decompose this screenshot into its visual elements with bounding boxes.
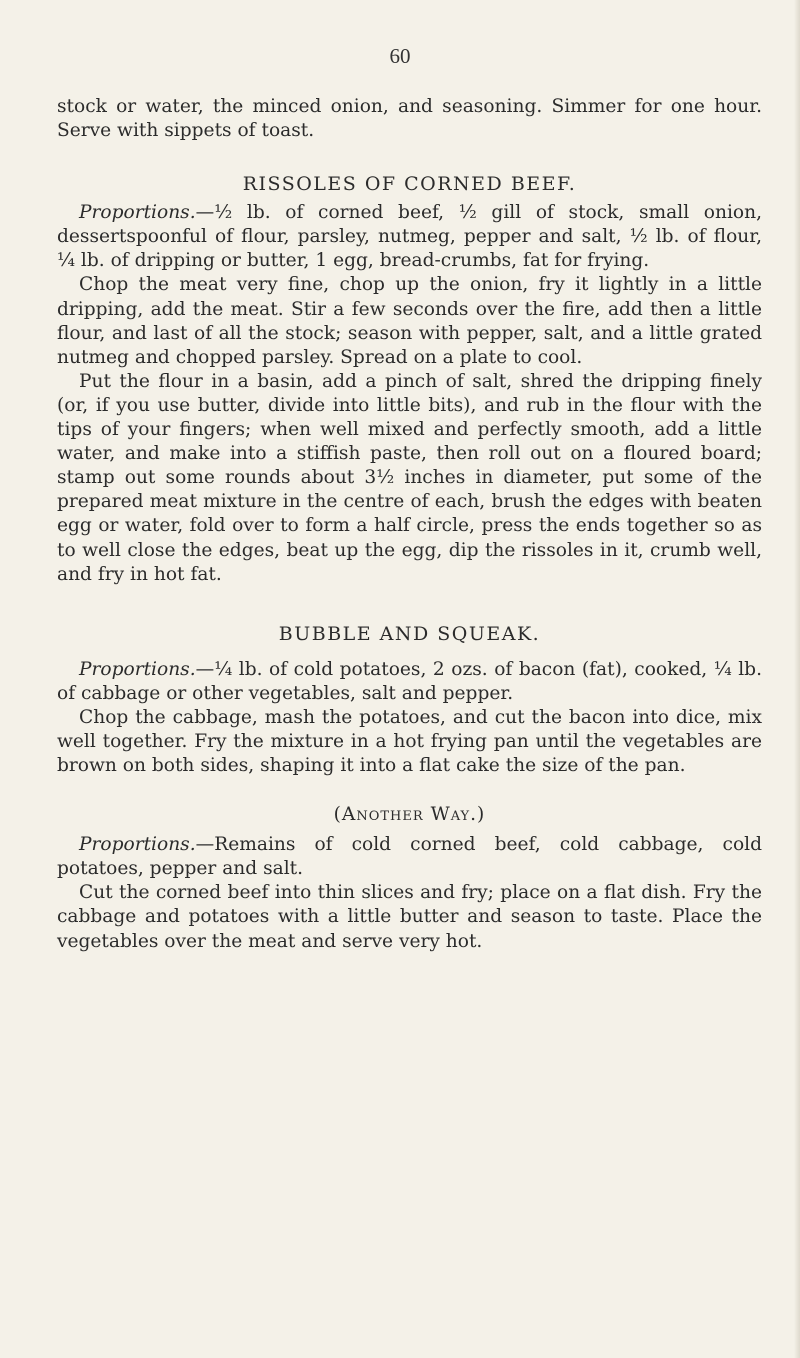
rissoles-proportions (57, 201, 762, 273)
another-way-paragraph-1: Cut the corned beef into thin slices and fry; place on a flat dish. Fry the cabbage and potatoes with a little butter and season to taste. Place the vegetables over the meat and serve very hot. (57, 882, 762, 952)
rissoles-title: RISSOLES OF CORNED BEEF. (242, 173, 577, 196)
rissoles-paragraph-1: Chop the meat very fine, chop up the onion, fry it lightly in a little dripping, add the meat. Stir a few seconds over the fire, add then a little flour, and last of all the stock; season with pepper, salt, and a little grated nutmeg and chopped parsley. Spread on a plate to cool. (57, 274, 762, 368)
bubble-title: BUBBLE AND SQUEAK. (278, 622, 541, 645)
another-way-proportions-text: —Remains of cold corned beef, cold cabbage, cold potatoes, pepper and salt. (57, 834, 762, 880)
intro-paragraph: stock or water, the minced onion, and seasoning. Simmer for one hour. Serve with sippets of toast. (57, 96, 762, 142)
rissoles-paragraph-2: Put the flour in a basin, add a pinch of salt, shred the dripping finely (or, if you use butter, divide into little bits), and rub in the flour with the tips of your fingers; when well mixed and perfectly smooth, add a little water, and make into a stiffish paste, then roll out on a floured board; stamp out some rounds about 3½ inches in diameter, put some of the prepared meat mixture in the centre of each, brush the edges with beaten egg or water, fold over to form a half circle, press the ends together so as to well close the edges, beat up the egg, dip the rissoles in it, crumb well, and fry in hot fat. (57, 370, 762, 585)
page-body (57, 95, 762, 954)
bubble-proportions (57, 658, 762, 706)
bubble-proportions-label: Proportions. (79, 658, 196, 680)
another-way-title: (Another Way.) (333, 804, 486, 826)
another-way-proportions (57, 833, 762, 881)
page-number: 60 (389, 44, 411, 68)
another-way-proportions-label: Proportions. (79, 834, 196, 856)
page-edge-shadow (794, 0, 800, 1358)
bubble-paragraph-1: Chop the cabbage, mash the potatoes, and cut the bacon into dice, mix well together. Fry the mixture in a hot frying pan until the vegetables are brown on both sides, shaping it into a flat cake the size of the pan. (57, 706, 762, 777)
rissoles-proportions-text: —½ lb. of corned beef, ½ gill of stock, small onion, dessertspoonful of flour, parsley, nutmeg, pepper and salt, ½ lb. of flour, ¼ lb. of dripping or butter, 1 egg, bread-crumbs, fat for frying. (57, 202, 762, 272)
bubble-proportions-text: —¼ lb. of cold potatoes, 2 ozs. of bacon (fat), cooked, ¼ lb. of cabbage or other vegetables, salt and pepper. (57, 658, 762, 704)
rissoles-proportions-label: Proportions. (79, 202, 196, 224)
